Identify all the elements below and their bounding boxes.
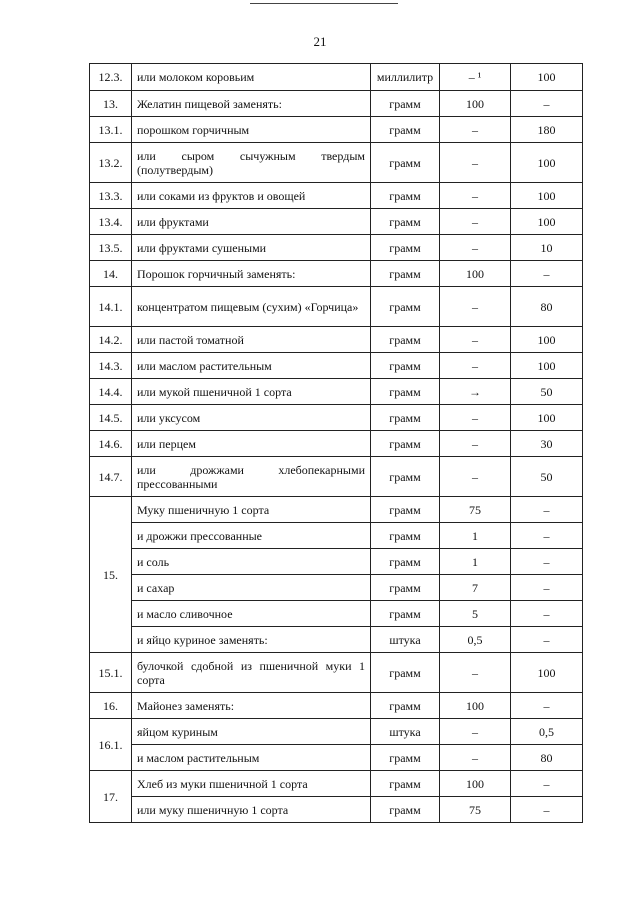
row-replacement-quantity: 100 xyxy=(511,405,583,431)
row-unit: грамм xyxy=(371,405,440,431)
row-description: Майонез заменять: xyxy=(132,693,371,719)
row-gross-quantity: – xyxy=(440,745,511,771)
row-gross-quantity: – xyxy=(440,405,511,431)
row-gross-quantity: – xyxy=(440,431,511,457)
row-description: Порошок горчичный заменять: xyxy=(132,261,371,287)
page-number: 21 xyxy=(313,34,327,49)
row-number: 14.1. xyxy=(90,287,132,327)
row-replacement-quantity: 100 xyxy=(511,653,583,693)
row-replacement-quantity: 100 xyxy=(511,64,583,91)
row-description: или фруктами xyxy=(132,209,371,235)
row-description: или перцем xyxy=(132,431,371,457)
row-unit: грамм xyxy=(371,745,440,771)
row-unit: грамм xyxy=(371,209,440,235)
row-replacement-quantity: 100 xyxy=(511,327,583,353)
row-unit: грамм xyxy=(371,91,440,117)
table-row xyxy=(90,183,583,209)
row-replacement-quantity: – xyxy=(511,523,583,549)
row-gross-quantity: 100 xyxy=(440,771,511,797)
row-description: Желатин пищевой заменять: xyxy=(132,91,371,117)
row-gross-quantity: 5 xyxy=(440,601,511,627)
row-description: или молоком коровьим xyxy=(132,64,371,91)
row-number: 14.7. xyxy=(90,457,132,497)
row-number: 16. xyxy=(90,693,132,719)
table-row xyxy=(90,457,583,497)
row-description: или уксусом xyxy=(132,405,371,431)
row-description: Муку пшеничную 1 сорта xyxy=(132,497,371,523)
row-replacement-quantity: – xyxy=(511,601,583,627)
row-gross-quantity: – xyxy=(440,183,511,209)
row-number: 13.3. xyxy=(90,183,132,209)
row-number: 13. xyxy=(90,91,132,117)
row-gross-quantity: 7 xyxy=(440,575,511,601)
row-number: 13.5. xyxy=(90,235,132,261)
row-description: и сахар xyxy=(132,575,371,601)
table-row xyxy=(90,117,583,143)
row-number: 14.5. xyxy=(90,405,132,431)
row-unit: грамм xyxy=(371,523,440,549)
table-row xyxy=(90,287,583,327)
row-unit: штука xyxy=(371,627,440,653)
row-description: или дрожжами хлебопекарными прессованными xyxy=(132,457,371,497)
row-description: булочкой сдобной из пшеничной муки 1 сорта xyxy=(132,653,371,693)
row-number: 14. xyxy=(90,261,132,287)
row-number: 14.6. xyxy=(90,431,132,457)
row-gross-quantity: – xyxy=(440,719,511,745)
row-replacement-quantity: – xyxy=(511,497,583,523)
row-replacement-quantity: 100 xyxy=(511,143,583,183)
row-replacement-quantity: – xyxy=(511,771,583,797)
row-unit: грамм xyxy=(371,235,440,261)
table-row xyxy=(90,209,583,235)
table-row xyxy=(90,379,583,405)
row-description: или маслом растительным xyxy=(132,353,371,379)
row-gross-quantity: 1 xyxy=(440,549,511,575)
table-row xyxy=(90,797,583,823)
row-unit: грамм xyxy=(371,379,440,405)
row-unit: грамм xyxy=(371,327,440,353)
table-row xyxy=(90,64,583,91)
row-number: 13.4. xyxy=(90,209,132,235)
row-gross-quantity: 0,5 xyxy=(440,627,511,653)
row-description: концентратом пищевым (сухим) «Горчица» xyxy=(132,287,371,327)
row-gross-quantity: – xyxy=(440,235,511,261)
row-number: 15. xyxy=(90,497,132,653)
row-description: яйцом куриным xyxy=(132,719,371,745)
table-row xyxy=(90,575,583,601)
row-unit: грамм xyxy=(371,693,440,719)
row-unit: грамм xyxy=(371,143,440,183)
row-number: 16.1. xyxy=(90,719,132,771)
row-description: или пастой томатной xyxy=(132,327,371,353)
top-rule xyxy=(250,3,398,4)
row-gross-quantity: 75 xyxy=(440,797,511,823)
row-number: 15.1. xyxy=(90,653,132,693)
row-replacement-quantity: 30 xyxy=(511,431,583,457)
table-row xyxy=(90,91,583,117)
table-row xyxy=(90,745,583,771)
row-unit: грамм xyxy=(371,601,440,627)
row-gross-quantity: – xyxy=(440,353,511,379)
table-row xyxy=(90,719,583,745)
row-unit: штука xyxy=(371,719,440,745)
row-description: и соль xyxy=(132,549,371,575)
row-replacement-quantity: 0,5 xyxy=(511,719,583,745)
table-row xyxy=(90,405,583,431)
row-gross-quantity: – xyxy=(440,653,511,693)
row-description: Хлеб из муки пшеничной 1 сорта xyxy=(132,771,371,797)
table-row xyxy=(90,693,583,719)
table-row xyxy=(90,627,583,653)
row-description: или сыром сычужным твердым (полутвердым) xyxy=(132,143,371,183)
table-row xyxy=(90,601,583,627)
row-number: 12.3. xyxy=(90,64,132,91)
row-replacement-quantity: 100 xyxy=(511,183,583,209)
row-replacement-quantity: – xyxy=(511,693,583,719)
row-description: или мукой пшеничной 1 сорта xyxy=(132,379,371,405)
row-description: порошком горчичным xyxy=(132,117,371,143)
row-gross-quantity: – xyxy=(440,117,511,143)
row-replacement-quantity: 10 xyxy=(511,235,583,261)
row-gross-quantity: – xyxy=(440,327,511,353)
row-description: и масло сливочное xyxy=(132,601,371,627)
row-gross-quantity: 100 xyxy=(440,91,511,117)
row-description: и дрожжи прессованные xyxy=(132,523,371,549)
table-row xyxy=(90,261,583,287)
row-description: или соками из фруктов и овощей xyxy=(132,183,371,209)
row-replacement-quantity: – xyxy=(511,627,583,653)
row-replacement-quantity: 100 xyxy=(511,209,583,235)
table-row xyxy=(90,353,583,379)
row-unit: грамм xyxy=(371,457,440,497)
row-unit: грамм xyxy=(371,261,440,287)
row-unit: грамм xyxy=(371,575,440,601)
row-number: 13.1. xyxy=(90,117,132,143)
row-replacement-quantity: – xyxy=(511,797,583,823)
row-gross-quantity: – xyxy=(440,143,511,183)
table-row xyxy=(90,235,583,261)
row-gross-quantity: – ¹ xyxy=(440,64,511,91)
row-unit: грамм xyxy=(371,797,440,823)
row-unit: грамм xyxy=(371,183,440,209)
row-replacement-quantity: 50 xyxy=(511,457,583,497)
row-number: 13.2. xyxy=(90,143,132,183)
row-gross-quantity: 75 xyxy=(440,497,511,523)
row-number: 17. xyxy=(90,771,132,823)
table-row xyxy=(90,549,583,575)
row-gross-quantity: – xyxy=(440,287,511,327)
row-gross-quantity: – xyxy=(440,209,511,235)
row-replacement-quantity: 80 xyxy=(511,745,583,771)
row-replacement-quantity: 50 xyxy=(511,379,583,405)
row-unit: грамм xyxy=(371,353,440,379)
row-gross-quantity: → xyxy=(440,379,511,405)
row-unit: грамм xyxy=(371,117,440,143)
row-gross-quantity: – xyxy=(440,457,511,497)
table-row xyxy=(90,653,583,693)
row-replacement-quantity: – xyxy=(511,91,583,117)
row-unit: грамм xyxy=(371,497,440,523)
table-row xyxy=(90,143,583,183)
table-row xyxy=(90,497,583,523)
table-row xyxy=(90,327,583,353)
row-unit: грамм xyxy=(371,771,440,797)
row-unit: грамм xyxy=(371,653,440,693)
table-row xyxy=(90,523,583,549)
row-description: или муку пшеничную 1 сорта xyxy=(132,797,371,823)
row-gross-quantity: 100 xyxy=(440,693,511,719)
row-replacement-quantity: – xyxy=(511,549,583,575)
row-unit: миллилитр xyxy=(371,64,440,91)
row-gross-quantity: 100 xyxy=(440,261,511,287)
row-description: или фруктами сушеными xyxy=(132,235,371,261)
row-number: 14.2. xyxy=(90,327,132,353)
table-row xyxy=(90,771,583,797)
row-number: 14.3. xyxy=(90,353,132,379)
table-row xyxy=(90,431,583,457)
row-number: 14.4. xyxy=(90,379,132,405)
substitution-table xyxy=(89,63,583,823)
row-replacement-quantity: 80 xyxy=(511,287,583,327)
row-gross-quantity: 1 xyxy=(440,523,511,549)
row-unit: грамм xyxy=(371,287,440,327)
row-unit: грамм xyxy=(371,431,440,457)
row-unit: грамм xyxy=(371,549,440,575)
row-description: и яйцо куриное заменять: xyxy=(132,627,371,653)
row-replacement-quantity: – xyxy=(511,575,583,601)
row-replacement-quantity: – xyxy=(511,261,583,287)
row-description: и маслом растительным xyxy=(132,745,371,771)
row-replacement-quantity: 180 xyxy=(511,117,583,143)
row-replacement-quantity: 100 xyxy=(511,353,583,379)
